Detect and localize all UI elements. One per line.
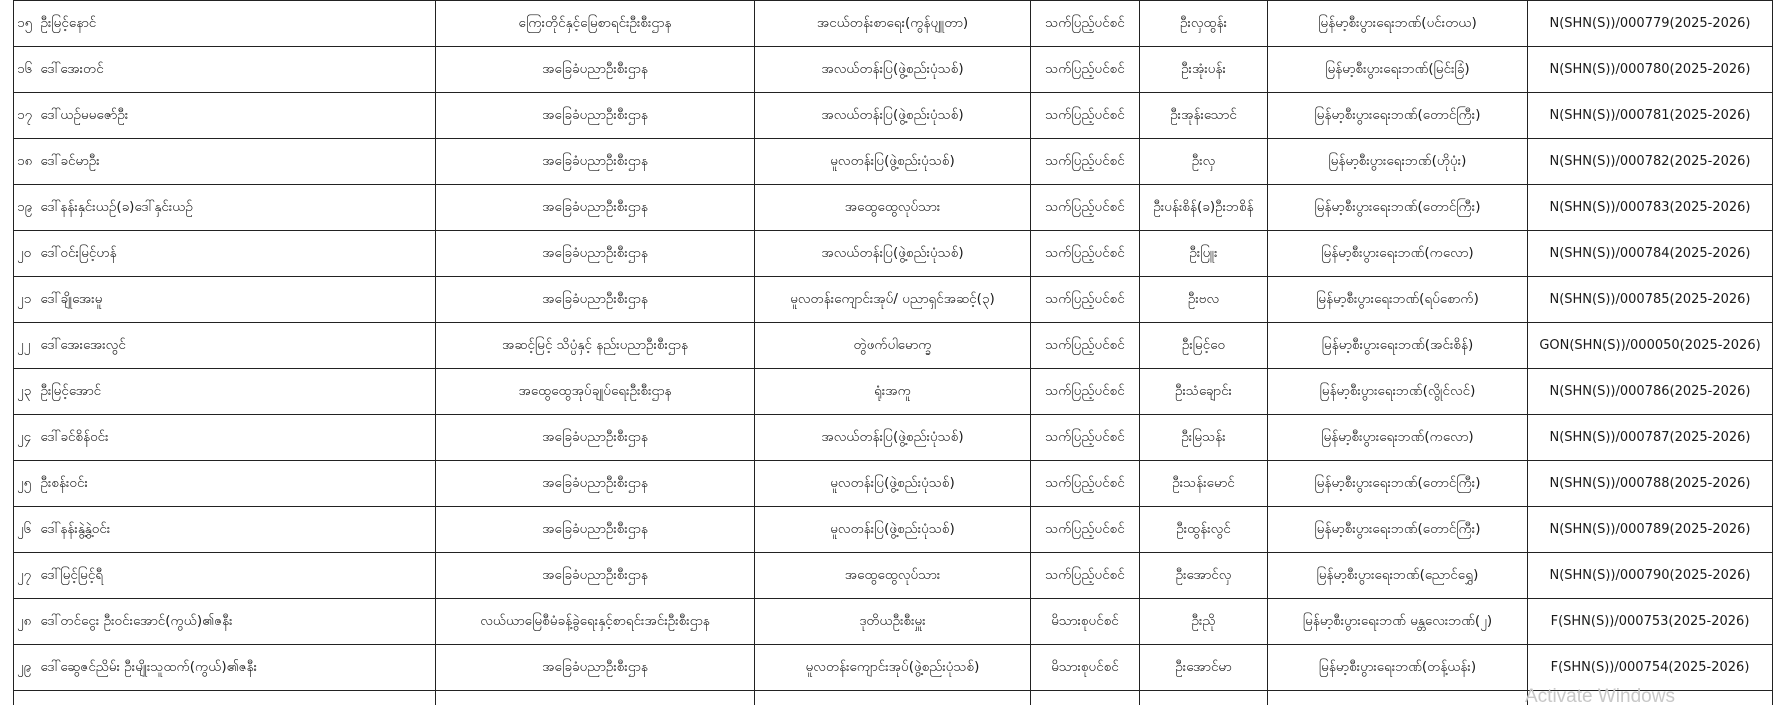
- cell-pension-type[interactable]: သက်ပြည့်ပင်စင်: [1031, 93, 1140, 139]
- empty-cell[interactable]: [1268, 691, 1528, 706]
- cell-pension-type[interactable]: သက်ပြည့်ပင်စင်: [1031, 231, 1140, 277]
- cell-department[interactable]: အခြေခံပညာဦးစီးဌာန: [436, 277, 755, 323]
- cell-serial-number[interactable]: ၂၄: [14, 415, 41, 461]
- cell-serial-number[interactable]: ၂၇: [14, 553, 41, 599]
- cell-department[interactable]: အခြေခံပညာဦးစီးဌာန: [436, 461, 755, 507]
- cell-payment-bank[interactable]: မြန်မာ့စီးပွားရေးဘဏ်(တောင်ကြီး): [1268, 185, 1528, 231]
- cell-payment-bank[interactable]: မြန်မာ့စီးပွားရေးဘဏ်(တောင်ကြီး): [1268, 461, 1528, 507]
- cell-registration-number[interactable]: N(SHN(S))/000784(2025-2026): [1528, 231, 1773, 277]
- cell-payment-bank[interactable]: မြန်မာ့စီးပွားရေးဘဏ်(အင်းစိန်): [1268, 323, 1528, 369]
- cell-position[interactable]: မူလတန်းကျောင်းအုပ်(ဖွဲ့စည်းပုံသစ်): [755, 645, 1031, 691]
- table-row: [14, 461, 1773, 507]
- cell-registration-number[interactable]: N(SHN(S))/000782(2025-2026): [1528, 139, 1773, 185]
- cell-pension-type[interactable]: သက်ပြည့်ပင်စင်: [1031, 139, 1140, 185]
- cell-registration-number[interactable]: F(SHN(S))/000754(2025-2026): [1528, 645, 1773, 691]
- cell-father-name[interactable]: ဦးအောင်မာ: [1140, 645, 1268, 691]
- cell-department[interactable]: ကြေးတိုင်နှင့်မြေစာရင်းဦးစီးဌာန: [436, 1, 755, 47]
- cell-serial-number[interactable]: ၁၅: [14, 1, 41, 47]
- pension-table: [13, 0, 1773, 705]
- cell-pensioner-name[interactable]: ဒေါ်ခင်စိန်ဝင်း: [41, 415, 436, 461]
- table-row: [14, 369, 1773, 415]
- cell-father-name[interactable]: ဦးသံချောင်း: [1140, 369, 1268, 415]
- cell-pensioner-name[interactable]: ဒေါ်ဆွေဇင်ညိမ်း ဦးမျိုးသူထက်(ကွယ်)၏ဇနီး: [41, 645, 436, 691]
- cell-payment-bank[interactable]: မြန်မာ့စီးပွားရေးဘဏ်(ရပ်စောက်): [1268, 277, 1528, 323]
- cell-serial-number[interactable]: ၁၉: [14, 185, 41, 231]
- cell-payment-bank[interactable]: မြန်မာ့စီးပွားရေးဘဏ်(လွိုင်လင်): [1268, 369, 1528, 415]
- cell-registration-number[interactable]: N(SHN(S))/000786(2025-2026): [1528, 369, 1773, 415]
- cell-serial-number[interactable]: ၂၉: [14, 645, 41, 691]
- cell-department[interactable]: အခြေခံပညာဦးစီးဌာန: [436, 231, 755, 277]
- cell-payment-bank[interactable]: မြန်မာ့စီးပွားရေးဘဏ်(ညောင်ရွှေ): [1268, 553, 1528, 599]
- cell-father-name[interactable]: ဦးအောင်လှ: [1140, 553, 1268, 599]
- cell-father-name[interactable]: ဦးမြသန်း: [1140, 415, 1268, 461]
- cell-serial-number[interactable]: ၁၆: [14, 47, 41, 93]
- cell-registration-number[interactable]: N(SHN(S))/000781(2025-2026): [1528, 93, 1773, 139]
- cell-department[interactable]: အခြေခံပညာဦးစီးဌာန: [436, 139, 755, 185]
- table-body: [14, 1, 1773, 706]
- cell-department[interactable]: အခြေခံပညာဦးစီးဌာန: [436, 93, 755, 139]
- cell-registration-number[interactable]: N(SHN(S))/000788(2025-2026): [1528, 461, 1773, 507]
- table-row: [14, 231, 1773, 277]
- cell-department[interactable]: လယ်ယာမြေစီမံခန့်ခွဲရေးနှင့်စာရင်းအင်းဦးစီးဌာန: [436, 599, 755, 645]
- cell-pensioner-name[interactable]: ဒေါ်အေးတင်: [41, 47, 436, 93]
- cell-registration-number[interactable]: N(SHN(S))/000783(2025-2026): [1528, 185, 1773, 231]
- cell-pensioner-name[interactable]: ဒေါ်ခင်မာဦး: [41, 139, 436, 185]
- cell-father-name[interactable]: ဦးမြင့်ဝေ: [1140, 323, 1268, 369]
- cell-department[interactable]: အဆင့်မြင့် သိပ္ပံနှင့် နည်းပညာဦးစီးဌာန: [436, 323, 755, 369]
- cell-registration-number[interactable]: F(SHN(S))/000753(2025-2026): [1528, 599, 1773, 645]
- table-row: [14, 277, 1773, 323]
- cell-position[interactable]: အငယ်တန်းစာရေး(ကွန်ပျူတာ): [755, 1, 1031, 47]
- cell-father-name[interactable]: ဦးအုံးပန်း: [1140, 47, 1268, 93]
- cell-department[interactable]: အခြေခံပညာဦးစီးဌာန: [436, 553, 755, 599]
- cell-father-name[interactable]: ဦးညို: [1140, 599, 1268, 645]
- cell-payment-bank[interactable]: မြန်မာ့စီးပွားရေးဘဏ်(ဟိုပုံး): [1268, 139, 1528, 185]
- cell-pension-type[interactable]: သက်ပြည့်ပင်စင်: [1031, 461, 1140, 507]
- cell-father-name[interactable]: ဦးဗလ: [1140, 277, 1268, 323]
- cell-position[interactable]: မူလတန်းပြ(ဖွဲ့စည်းပုံသစ်): [755, 507, 1031, 553]
- cell-serial-number[interactable]: ၂၂: [14, 323, 41, 369]
- empty-cell[interactable]: [41, 691, 436, 706]
- cell-pension-type[interactable]: သက်ပြည့်ပင်စင်: [1031, 369, 1140, 415]
- cell-pensioner-name[interactable]: ဦးမြင့်အောင်: [41, 369, 436, 415]
- cell-father-name[interactable]: ဦးသန်းမောင်: [1140, 461, 1268, 507]
- cell-department[interactable]: အထွေထွေအုပ်ချုပ်ရေးဦးစီးဌာန: [436, 369, 755, 415]
- cell-father-name[interactable]: ဦးအုန်းသောင်: [1140, 93, 1268, 139]
- cell-pensioner-name[interactable]: ဒေါ်တင်ငွေး ဦးဝင်းအောင်(ကွယ်)၏ဇနီး: [41, 599, 436, 645]
- cell-payment-bank[interactable]: မြန်မာ့စီးပွားရေးဘဏ်(ကလော): [1268, 415, 1528, 461]
- cell-serial-number[interactable]: ၁၇: [14, 93, 41, 139]
- cell-pension-type[interactable]: သက်ပြည့်ပင်စင်: [1031, 47, 1140, 93]
- cell-position[interactable]: တွဲဖက်ပါမောက္ခ: [755, 323, 1031, 369]
- cell-department[interactable]: အခြေခံပညာဦးစီးဌာန: [436, 47, 755, 93]
- cell-position[interactable]: အလယ်တန်းပြ(ဖွဲ့စည်းပုံသစ်): [755, 93, 1031, 139]
- cell-father-name[interactable]: ဦးထွန်းလွင်: [1140, 507, 1268, 553]
- cell-pension-type[interactable]: သက်ပြည့်ပင်စင်: [1031, 323, 1140, 369]
- cell-pension-type[interactable]: သက်ပြည့်ပင်စင်: [1031, 415, 1140, 461]
- table-row-partial: [14, 691, 1773, 706]
- cell-pension-type[interactable]: သက်ပြည့်ပင်စင်: [1031, 553, 1140, 599]
- cell-position[interactable]: အထွေထွေလုပ်သား: [755, 185, 1031, 231]
- cell-pension-type[interactable]: သက်ပြည့်ပင်စင်: [1031, 185, 1140, 231]
- cell-pensioner-name[interactable]: ဒေါ်နန်းနွဲ့နွဲ့ဝင်း: [41, 507, 436, 553]
- cell-father-name[interactable]: ဦးလှ: [1140, 139, 1268, 185]
- table-row: [14, 47, 1773, 93]
- spreadsheet-sheet: [13, 0, 1772, 705]
- cell-department[interactable]: အခြေခံပညာဦးစီးဌာန: [436, 507, 755, 553]
- cell-pensioner-name[interactable]: ဒေါ်ယဉ်မမဇော်ဦး: [41, 93, 436, 139]
- cell-registration-number[interactable]: N(SHN(S))/000787(2025-2026): [1528, 415, 1773, 461]
- table-row: [14, 93, 1773, 139]
- table-row: [14, 185, 1773, 231]
- cell-position[interactable]: အလယ်တန်းပြ(ဖွဲ့စည်းပုံသစ်): [755, 415, 1031, 461]
- cell-serial-number[interactable]: ၂၃: [14, 369, 41, 415]
- cell-serial-number[interactable]: ၂၀: [14, 231, 41, 277]
- cell-payment-bank[interactable]: မြန်မာ့စီးပွားရေးဘဏ်(ပင်းတယ): [1268, 1, 1528, 47]
- cell-pensioner-name[interactable]: ဒေါ်မြင့်မြင့်ရီ: [41, 553, 436, 599]
- cell-position[interactable]: မူလတန်းပြ(ဖွဲ့စည်းပုံသစ်): [755, 139, 1031, 185]
- table-row: [14, 645, 1773, 691]
- cell-position[interactable]: ဒုတိယဦးစီးမှူး: [755, 599, 1031, 645]
- cell-position[interactable]: အလယ်တန်းပြ(ဖွဲ့စည်းပုံသစ်): [755, 231, 1031, 277]
- cell-position[interactable]: အလယ်တန်းပြ(ဖွဲ့စည်းပုံသစ်): [755, 47, 1031, 93]
- cell-pensioner-name[interactable]: ဒေါ်ချိုအေးမူ: [41, 277, 436, 323]
- cell-father-name[interactable]: ဦးပန်းစိန်(ခ)ဦးဘစိန်: [1140, 185, 1268, 231]
- cell-department[interactable]: အခြေခံပညာဦးစီးဌာန: [436, 185, 755, 231]
- cell-serial-number[interactable]: ၂၁: [14, 277, 41, 323]
- table-row: [14, 553, 1773, 599]
- cell-position[interactable]: အထွေထွေလုပ်သား: [755, 553, 1031, 599]
- cell-department[interactable]: အခြေခံပညာဦးစီးဌာန: [436, 645, 755, 691]
- cell-pension-type[interactable]: သက်ပြည့်ပင်စင်: [1031, 507, 1140, 553]
- empty-cell[interactable]: [1528, 691, 1773, 706]
- cell-registration-number[interactable]: N(SHN(S))/000785(2025-2026): [1528, 277, 1773, 323]
- table-row: [14, 323, 1773, 369]
- activation-watermark: Activate Windows: [1525, 686, 1675, 707]
- cell-registration-number[interactable]: N(SHN(S))/000789(2025-2026): [1528, 507, 1773, 553]
- cell-registration-number[interactable]: GON(SHN(S))/000050(2025-2026): [1528, 323, 1773, 369]
- cell-pension-type[interactable]: သက်ပြည့်ပင်စင်: [1031, 277, 1140, 323]
- cell-pension-type[interactable]: မိသားစုပင်စင်: [1031, 599, 1140, 645]
- cell-pensioner-name[interactable]: ဒေါ်ဝင်းမြင့်ဟန်: [41, 231, 436, 277]
- cell-serial-number[interactable]: ၂၅: [14, 461, 41, 507]
- cell-payment-bank[interactable]: မြန်မာ့စီးပွားရေးဘဏ်(ကလော): [1268, 231, 1528, 277]
- empty-cell[interactable]: [436, 691, 755, 706]
- cell-pensioner-name[interactable]: ဦးစန်းဝင်း: [41, 461, 436, 507]
- cell-position[interactable]: ရုံးအကူ: [755, 369, 1031, 415]
- cell-payment-bank[interactable]: မြန်မာ့စီးပွားရေးဘဏ်(မြင်းခြံ): [1268, 47, 1528, 93]
- table-row: [14, 415, 1773, 461]
- cell-department[interactable]: အခြေခံပညာဦးစီးဌာန: [436, 415, 755, 461]
- table-row: [14, 507, 1773, 553]
- cell-pensioner-name[interactable]: ဦးမြင့်နောင်: [41, 1, 436, 47]
- cell-pensioner-name[interactable]: ဒေါ်နန်းနှင်းယဉ်(ခ)ဒေါ်နှင်းယဉ်: [41, 185, 436, 231]
- cell-father-name[interactable]: ဦးပြူး: [1140, 231, 1268, 277]
- cell-serial-number[interactable]: ၂၈: [14, 599, 41, 645]
- table-row: [14, 1, 1773, 47]
- cell-registration-number[interactable]: N(SHN(S))/000780(2025-2026): [1528, 47, 1773, 93]
- cell-payment-bank[interactable]: မြန်မာ့စီးပွားရေးဘဏ်(တောင်ကြီး): [1268, 93, 1528, 139]
- table-row: [14, 139, 1773, 185]
- cell-registration-number[interactable]: N(SHN(S))/000779(2025-2026): [1528, 1, 1773, 47]
- empty-cell[interactable]: [1140, 691, 1268, 706]
- cell-pension-type[interactable]: သက်ပြည့်ပင်စင်: [1031, 1, 1140, 47]
- cell-registration-number[interactable]: N(SHN(S))/000790(2025-2026): [1528, 553, 1773, 599]
- cell-pensioner-name[interactable]: ဒေါ်အေးအေးလွင်: [41, 323, 436, 369]
- empty-cell[interactable]: [1031, 691, 1140, 706]
- cell-position[interactable]: မူလတန်းပြ(ဖွဲ့စည်းပုံသစ်): [755, 461, 1031, 507]
- cell-serial-number[interactable]: ၂၆: [14, 507, 41, 553]
- cell-payment-bank[interactable]: မြန်မာ့စီးပွားရေးဘဏ်(တန့်ယန်း): [1268, 645, 1528, 691]
- cell-payment-bank[interactable]: မြန်မာ့စီးပွားရေးဘဏ် မန္တလေးဘဏ်(၂): [1268, 599, 1528, 645]
- table-row: [14, 599, 1773, 645]
- cell-pension-type[interactable]: မိသားစုပင်စင်: [1031, 645, 1140, 691]
- cell-serial-number[interactable]: ၁၈: [14, 139, 41, 185]
- cell-position[interactable]: မူလတန်းကျောင်းအုပ်/ ပညာရှင်အဆင့်(၃): [755, 277, 1031, 323]
- empty-cell[interactable]: [14, 691, 41, 706]
- empty-cell[interactable]: [755, 691, 1031, 706]
- cell-father-name[interactable]: ဦးလှထွန်း: [1140, 1, 1268, 47]
- cell-payment-bank[interactable]: မြန်မာ့စီးပွားရေးဘဏ်(တောင်ကြီး): [1268, 507, 1528, 553]
